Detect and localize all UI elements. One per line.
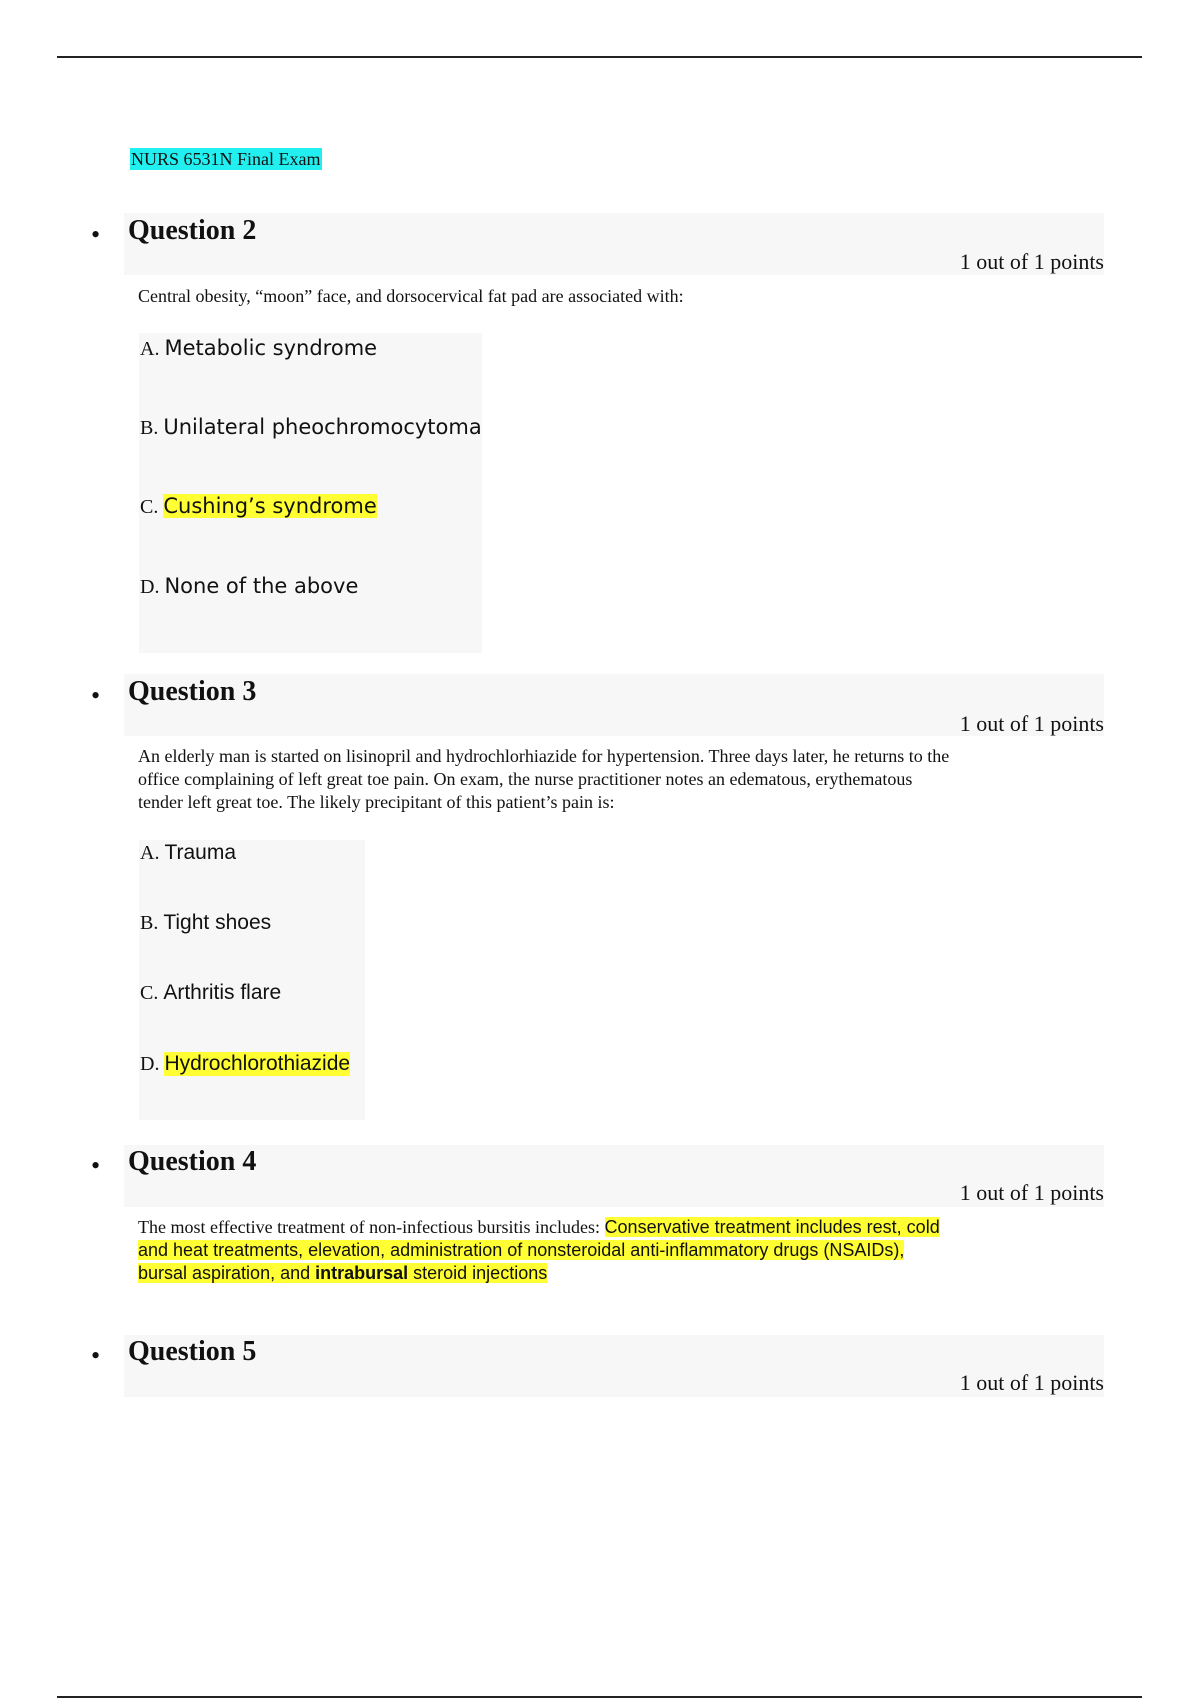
top-rule	[57, 56, 1142, 58]
bullet-icon: •	[91, 220, 101, 249]
bullet-icon: •	[91, 1151, 101, 1180]
answer-option-correct[interactable]	[140, 494, 377, 519]
answer-text: None of the above	[164, 574, 359, 598]
answer-option[interactable]	[140, 981, 281, 1005]
bullet-icon: •	[91, 681, 101, 710]
answer-letter: D.	[140, 576, 160, 598]
answer-text-highlighted: and heat treatments, elevation, administration of nonsteroidal anti-inflammatory drugs (NSAIDs),	[138, 1240, 905, 1260]
bottom-rule	[57, 1696, 1142, 1698]
question-points: 1 out of 1 points	[959, 1180, 1104, 1205]
prompt-line: tender left great toe. The likely precipitant of this patient’s pain is:	[138, 792, 615, 812]
document-title: NURS 6531N Final Exam	[131, 149, 321, 169]
answer-text-highlighted	[138, 1263, 547, 1283]
answer-letter: A.	[140, 338, 160, 360]
question-header	[124, 1335, 1104, 1397]
question-prompt	[138, 745, 1058, 814]
answers-panel	[139, 840, 365, 1120]
answer-option[interactable]	[140, 336, 377, 361]
answer-option-correct[interactable]	[140, 1052, 350, 1076]
question-title: Question 5	[128, 1336, 257, 1367]
answer-text-highlighted: Hydrochlorothiazide	[164, 1052, 351, 1075]
answers-panel	[139, 333, 482, 653]
answer-letter: D.	[140, 1053, 160, 1075]
answer-text-bold: intrabursal	[315, 1263, 409, 1283]
answer-text: Metabolic syndrome	[164, 336, 378, 360]
answer-text-highlighted: Conservative treatment includes rest, cold	[604, 1217, 940, 1237]
question-title: Question 2	[128, 215, 257, 246]
prompt-line: office complaining of left great toe pain. On exam, the nurse practitioner notes an edematous, erythematous	[138, 769, 913, 789]
answer-text-highlighted: Cushing’s syndrome	[163, 494, 377, 518]
question-title: Question 4	[128, 1146, 257, 1177]
answer-text: steroid injections	[408, 1263, 548, 1283]
question-points: 1 out of 1 points	[959, 1370, 1104, 1395]
answer-text: bursal aspiration, and	[138, 1263, 316, 1283]
question-header	[124, 674, 1104, 736]
answer-option[interactable]	[140, 911, 271, 935]
answer-text: Trauma	[164, 841, 237, 864]
question-header	[124, 213, 1104, 275]
question-points: 1 out of 1 points	[959, 249, 1104, 274]
answer-letter: C.	[140, 982, 159, 1004]
question-title: Question 3	[128, 676, 257, 707]
answer-text: Unilateral pheochromocytoma	[163, 415, 482, 439]
question-points: 1 out of 1 points	[959, 711, 1104, 736]
answer-letter: C.	[140, 496, 159, 518]
answer-option[interactable]	[140, 415, 482, 440]
answer-letter: B.	[140, 912, 159, 934]
answer-text: Arthritis flare	[163, 981, 282, 1004]
answer-option[interactable]	[140, 841, 236, 865]
bullet-icon: •	[91, 1341, 101, 1370]
answer-letter: B.	[140, 417, 159, 439]
prompt-text: The most effective treatment of non-infectious bursitis includes:	[138, 1217, 601, 1237]
question-header	[124, 1145, 1104, 1207]
answer-text: Tight shoes	[163, 911, 272, 934]
question-prompt	[138, 1216, 1058, 1285]
question-prompt: Central obesity, “moon” face, and dorsocervical fat pad are associated with:	[138, 286, 684, 306]
answer-option[interactable]	[140, 574, 358, 599]
answer-letter: A.	[140, 842, 160, 864]
prompt-line: An elderly man is started on lisinopril and hydrochlorhiazide for hypertension. Three days later, he returns to the	[138, 746, 950, 766]
